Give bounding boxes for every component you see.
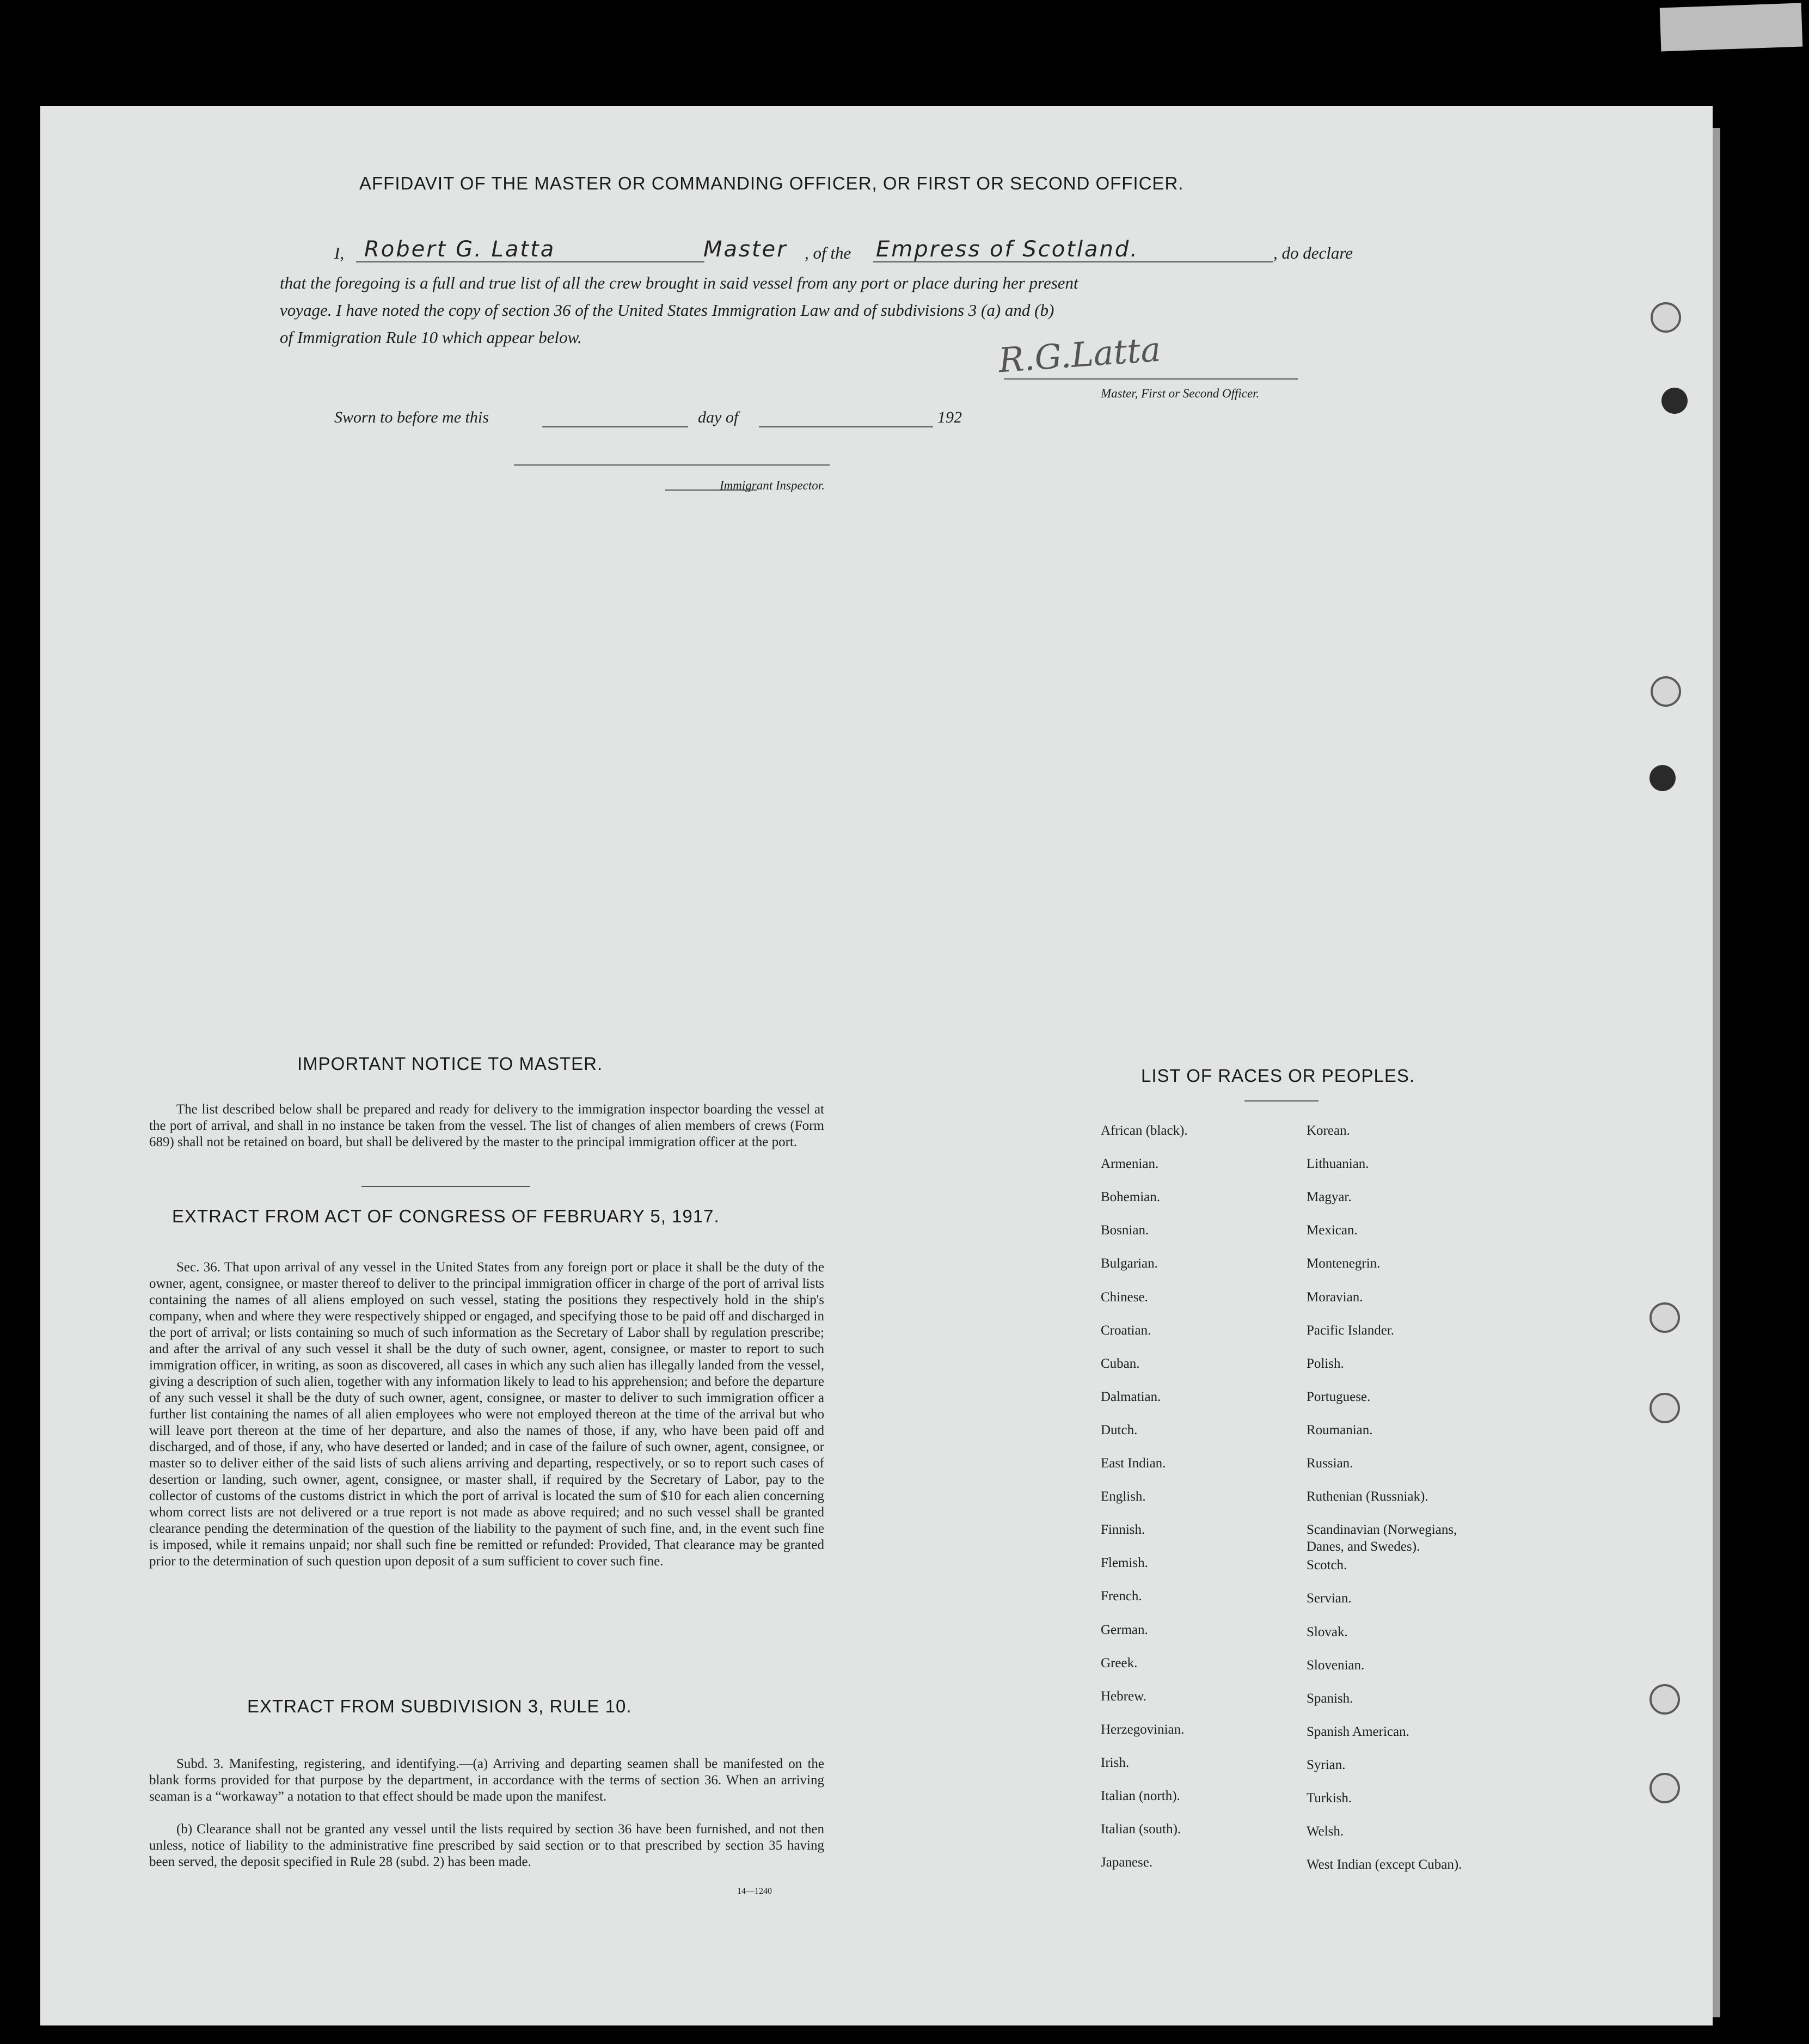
race-item: Ruthenian (Russniak). bbox=[1307, 1489, 1428, 1504]
race-item: Spanish. bbox=[1307, 1691, 1353, 1706]
race-item: Syrian. bbox=[1307, 1757, 1346, 1772]
of-the-label: , of the bbox=[805, 243, 851, 262]
race-item: Greek. bbox=[1101, 1655, 1138, 1670]
document-page bbox=[40, 106, 1713, 2025]
act-extract-heading: EXTRACT FROM ACT OF CONGRESS OF FEBRUARY 5, 1917. bbox=[172, 1206, 720, 1226]
race-item: Bosnian. bbox=[1101, 1223, 1149, 1238]
signer-caption: Master, First or Second Officer. bbox=[1101, 387, 1260, 400]
vessel-name: Empress of Scotland. bbox=[876, 237, 1139, 262]
race-item: East Indian. bbox=[1101, 1456, 1166, 1471]
race-item: Armenian. bbox=[1101, 1156, 1159, 1172]
master-rank: Master bbox=[703, 237, 788, 262]
binder-hole bbox=[1649, 765, 1676, 791]
binder-hole bbox=[1651, 676, 1681, 707]
binder-hole bbox=[1649, 1393, 1680, 1423]
race-item: German. bbox=[1101, 1622, 1148, 1637]
binder-hole bbox=[1649, 1684, 1680, 1715]
race-item: Chinese. bbox=[1101, 1289, 1148, 1305]
race-item: African (black). bbox=[1101, 1123, 1188, 1138]
races-divider bbox=[1244, 1100, 1319, 1101]
race-item: Russian. bbox=[1307, 1456, 1353, 1471]
race-item: Bohemian. bbox=[1101, 1190, 1161, 1205]
binder-hole bbox=[1661, 388, 1688, 414]
race-item: Polish. bbox=[1307, 1356, 1344, 1371]
race-item: Mexican. bbox=[1307, 1223, 1358, 1238]
race-item: Italian (south). bbox=[1101, 1822, 1181, 1837]
race-item: Welsh. bbox=[1307, 1824, 1344, 1839]
race-item: Scotch. bbox=[1307, 1558, 1347, 1573]
page-tab bbox=[1660, 3, 1803, 51]
race-item: Dutch. bbox=[1101, 1422, 1138, 1437]
race-item: Lithuanian. bbox=[1307, 1156, 1369, 1172]
month-line bbox=[759, 426, 933, 427]
master-name: Robert G. Latta bbox=[364, 237, 556, 262]
race-item: Irish. bbox=[1101, 1755, 1130, 1770]
race-item: Italian (north). bbox=[1101, 1789, 1180, 1803]
affidavit-heading: AFFIDAVIT OF THE MASTER OR COMMANDING OFFICER, OR FIRST OR SECOND OFFICER. bbox=[359, 173, 1184, 193]
do-declare-label: , do declare bbox=[1273, 243, 1353, 262]
race-item: Servian. bbox=[1307, 1591, 1352, 1606]
sworn-date-line bbox=[542, 426, 688, 427]
affidavit-line-4: of Immigration Rule 10 which appear below. bbox=[280, 328, 582, 347]
affidavit-line-3: voyage. I have noted the copy of section 36 of the United States Immigration Law and of subdivisions 3 (a) and (b) bbox=[280, 301, 1054, 320]
race-item: Herzegovinian. bbox=[1101, 1722, 1185, 1737]
race-item: Dalmatian. bbox=[1101, 1389, 1161, 1404]
binder-hole bbox=[1651, 302, 1681, 333]
notice-heading: IMPORTANT NOTICE TO MASTER. bbox=[297, 1054, 603, 1074]
race-item-continuation: Danes, and Swedes). bbox=[1307, 1539, 1420, 1554]
notice-divider bbox=[361, 1186, 530, 1187]
year-label: 192 bbox=[937, 408, 962, 426]
race-item: Japanese. bbox=[1101, 1855, 1153, 1870]
race-item: Scandinavian (Norwegians, bbox=[1307, 1522, 1457, 1538]
binder-hole bbox=[1649, 1773, 1680, 1803]
race-item: Moravian. bbox=[1307, 1289, 1363, 1305]
affidavit-i: I, bbox=[334, 243, 345, 262]
race-item: Flemish. bbox=[1101, 1556, 1148, 1571]
master-signature: R.G.Latta bbox=[997, 329, 1162, 381]
form-number: 14—1240 bbox=[737, 1887, 772, 1896]
race-item: Korean. bbox=[1307, 1123, 1350, 1138]
race-item: West Indian (except Cuban). bbox=[1307, 1857, 1462, 1872]
races-heading: LIST OF RACES OR PEOPLES. bbox=[1141, 1066, 1415, 1086]
sworn-label: Sworn to before me this bbox=[334, 408, 489, 426]
race-item: Pacific Islander. bbox=[1307, 1323, 1395, 1338]
page-edge bbox=[1713, 128, 1720, 2017]
race-item: Portuguese. bbox=[1307, 1389, 1371, 1404]
race-item: English. bbox=[1101, 1489, 1146, 1504]
race-item: Slovak. bbox=[1307, 1624, 1348, 1639]
race-item: Hebrew. bbox=[1101, 1688, 1146, 1704]
race-item: Roumanian. bbox=[1307, 1422, 1373, 1437]
race-item: French. bbox=[1101, 1589, 1142, 1604]
race-item: Bulgarian. bbox=[1101, 1256, 1158, 1271]
rule-extract-heading: EXTRACT FROM SUBDIVISION 3, RULE 10. bbox=[247, 1696, 632, 1716]
affidavit-line-2: that the foregoing is a full and true list of all the crew brought in said vessel from any port or place during her present bbox=[280, 273, 1078, 292]
binder-hole bbox=[1649, 1302, 1680, 1333]
inspector-caption: Immigrant Inspector. bbox=[720, 479, 825, 492]
race-item: Finnish. bbox=[1101, 1522, 1145, 1538]
notice-body: The list described below shall be prepared and ready for delivery to the immigration inspector boarding the vessel at the port of arrival, and shall in no instance be taken from the vessel. The list of changes of alien members of crews (Form 689) shall not be retained on board, but shall be delivered by the master to the principal immigration officer at the port. bbox=[149, 1102, 824, 1149]
race-item: Spanish American. bbox=[1307, 1724, 1409, 1739]
race-item: Magyar. bbox=[1307, 1190, 1352, 1205]
rule-extract-body-a: Subd. 3. Manifesting, registering, and identifying.—(a) Arriving and departing seamen shall be manifested on the blank forms provided for that purpose by the department, in accordance with the terms of section 36. When an arriving seaman is a “workaway” a notation to that effect should be made upon the manifest. bbox=[149, 1757, 824, 1804]
race-item: Cuban. bbox=[1101, 1356, 1140, 1371]
race-item: Turkish. bbox=[1307, 1791, 1352, 1806]
rule-extract-body-b: (b) Clearance shall not be granted any vessel until the lists required by section 36 have been furnished, and not then unless, notice of liability to the administrative fine prescribed by said section or to that prescribed by section 35 having been served, the deposit specified in Rule 28 (subd. 2) has been made. bbox=[149, 1822, 824, 1869]
act-extract-body: Sec. 36. That upon arrival of any vessel in the United States from any foreign port or place it shall be the duty of the owner, agent, consignee, or master thereof to deliver to the principal immigration officer in charge of the port of arrival lists containing the names of all aliens employed on such vessel, stating the positions they respectively hold in the ship's company, when and where they were respectively shipped or engaged, and specifying those to be paid off and discharged in the port of arrival; or lists containing so much of such information as the Secretary of Labor shall by regulation prescribe; and after the arrival of any such vessel it shall be the duty of such owner, agent, consignee, or master to report to such immigration officer, in writing, as soon as discovered, all cases in which any such alien has illegally landed from the vessel, giving a description of such alien, together with any information likely to lead to his apprehension; and before the departure of any such vessel it shall be the duty of such owner, agent, consignee, or master to deliver to such immigration officer a further list containing the names of all alien employees who were not employed thereon at the time of the arrival but who will leave port thereon at the time of her departure, and also the names of those, if any, who have been paid off and discharged, and of those, if any, who have deserted or landed; and in case of the failure of such owner, agent, consignee, or master so to deliver either of the said lists of such aliens arriving and departing, respectively, or so to report such cases of desertion or landing, such owner, agent, consignee, or master shall, if required by the Secretary of Labor, pay to the collector of customs of the customs district in which the port of arrival is located the sum of $10 for each alien concerning whom correct lists are not delivered or a true report is not made as above required; and no such vessel shall be granted clearance pending the determination of the question of the liability to the payment of such fine, and, in the event such fine is imposed, while it remains unpaid; nor shall such fine be remitted or refunded: Provided, That clearance may be granted prior to the determination of such question upon deposit of a sum sufficient to cover such fine. bbox=[149, 1260, 824, 1569]
day-of-label: day of bbox=[698, 408, 739, 426]
inspector-signature-line bbox=[514, 464, 830, 466]
race-item: Slovenian. bbox=[1307, 1657, 1365, 1673]
race-item: Croatian. bbox=[1101, 1323, 1151, 1338]
signature-line bbox=[1004, 378, 1298, 380]
race-item: Montenegrin. bbox=[1307, 1256, 1381, 1271]
